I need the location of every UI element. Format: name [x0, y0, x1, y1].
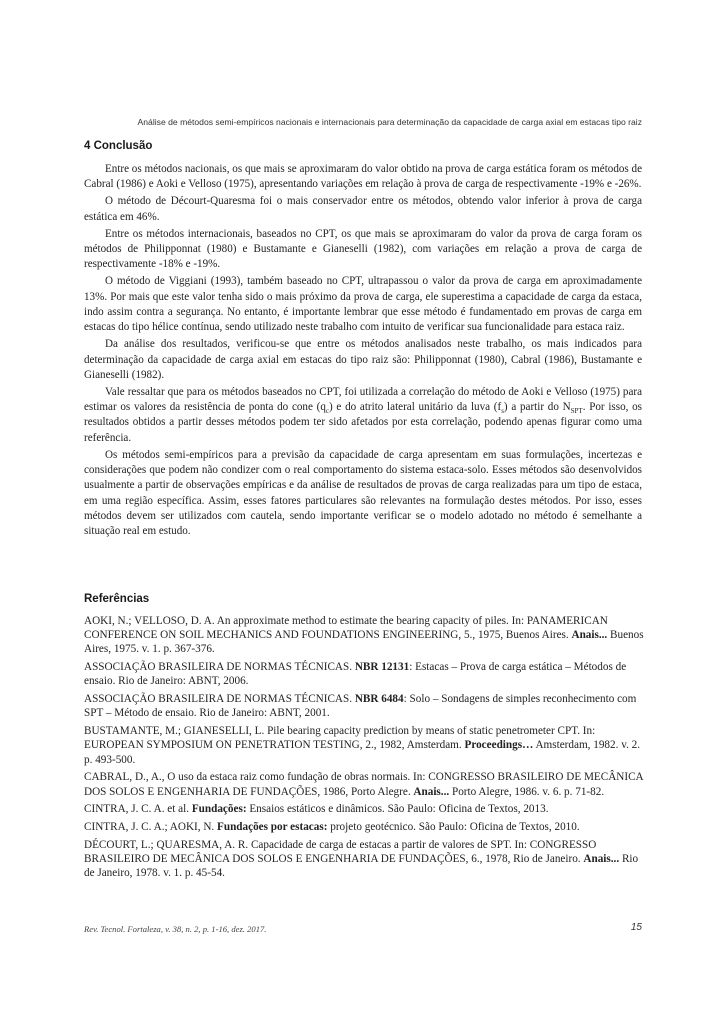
text-run: Vale ressaltar que para os métodos baseados no CPT, foi utilizada a correlação do método de Aoki e Velloso (1975) para estimar os valores da resistência de ponta do cone (q	[84, 385, 642, 414]
reference-bold: Proceedings…	[464, 739, 534, 752]
reference-text: Rio de Janeiro, 1978. v. 1. p. 45-54.	[84, 853, 639, 880]
subscript-qc: c	[325, 407, 329, 416]
paragraph: Entre os métodos internacionais, baseados no CPT, os que mais se aproximaram do valor da prova de carga foram os métodos de Philipponnat (1980) e Bustamante e Gianeselli (1982), com variações em relação a prova de carga de respectivamente -18% e -19%.	[84, 227, 642, 271]
reference-item	[84, 820, 644, 834]
paragraph: Entre os métodos nacionais, os que mais se aproximaram do valor obtido na prova de carga estática foram os métodos de Cabral (1986) e Aoki e Velloso (1975), apresentando variações em relação à prova de carga de respectivamente -19% e -26%.	[84, 163, 642, 191]
text-run: . Por isso, os resultados obtidos a partir desses métodos podem ter sido afetados por esta correlação, podendo apenas figurar como uma referência.	[84, 401, 642, 444]
paragraph: Os métodos semi-empíricos para a previsão da capacidade de carga apresentam em suas formulações, incertezas e considerações que podem não condizer com o real comportamento do sistema estaca-solo. Esses métodos são desenvolvidos usualmente a partir de observações empíricas e da análise de resultados de provas de carga realizadas para um tipo de estaca, em uma região específica. Assim, esses fatores particulares são relevantes na formulação destes métodos. Por isso, esses métodos devem ser utilizados com cautela, sendo importante verificar se o modelo adotado no método é semelhante a situação real em estudo.	[84, 448, 642, 538]
reference-text: CINTRA, J. C. A. et al.	[84, 803, 192, 816]
paragraph: Da análise dos resultados, verificou-se que entre os métodos analisados neste trabalho, os mais indicados para determinação da capacidade de carga axial em estacas do tipo raiz são: Philipponnat (1980), Cabral (1986), Bustamante e Gianeselli (1982).	[84, 338, 642, 381]
reference-text: BUSTAMANTE, M.; GIANESELLI, L. Pile bearing capacity prediction by means of static penetrometer CPT. In: EUROPEAN SYMPOSIUM ON PENETRATION TESTING, 2., 1982, Amsterdam.	[84, 725, 596, 752]
reference-item	[84, 802, 644, 816]
reference-bold: Anais...	[583, 853, 620, 866]
reference-text: : Solo – Sondagens de simples reconhecimento com SPT – Método de ensaio. Rio de Janeiro: ABNT, 2001.	[84, 693, 637, 720]
text-run: ) e do atrito lateral unitário da luva (f	[328, 401, 502, 414]
reference-bold: NBR 12131	[354, 661, 410, 674]
reference-bold: Anais...	[413, 785, 450, 798]
page-number: 15	[630, 922, 642, 933]
reference-item	[84, 724, 644, 767]
reference-item	[84, 660, 644, 688]
paragraph: O método de Décourt-Quaresma foi o mais conservador entre os métodos, obtendo valor inferior à prova de carga estática em 46%.	[84, 195, 642, 223]
reference-item	[84, 614, 644, 657]
reference-item	[84, 692, 644, 720]
reference-text: ASSOCIAÇÃO BRASILEIRA DE NORMAS TÉCNICAS.	[84, 693, 355, 706]
reference-bold: Fundações por estacas:	[217, 821, 328, 834]
reference-text: Buenos Aires, 1975. v. 1. p. 367-376.	[84, 629, 644, 656]
conclusion-heading: 4 Conclusão	[84, 140, 153, 152]
reference-text: CINTRA, J. C. A.; AOKI, N.	[84, 821, 218, 834]
reference-text: AOKI, N.; VELLOSO, D. A. An approximate method to estimate the bearing capacity of piles. In: PANAMERICAN CONFERENCE ON SOIL MECHANICS AND FOUNDATIONS ENGINEERING, 5., 1975, Buenos Aires.	[84, 615, 608, 642]
reference-bold: NBR 6484	[354, 693, 404, 706]
paragraph: O método de Viggiani (1993), também baseado no CPT, ultrapassou o valor da prova de carga em aproximadamente 13%. Por mais que este valor tenha sido o mais próximo da prova de carga, ele superestima a capacidade de carga da estaca, indo assim contra a segurança. No entanto, é importante lembrar que esse método é fundamentado em provas de carga em estacas do tipo hélice contínua, sendo utilizado neste trabalho com intuito de verificar sua funcionalidade para estaca raiz.	[84, 275, 642, 334]
subscript-spt: SPT	[570, 407, 583, 416]
reference-item	[84, 770, 644, 798]
reference-text: projeto geotécnico. São Paulo: Oficina de Textos, 2010.	[327, 821, 580, 834]
paragraph	[84, 385, 642, 446]
text-run: ) a partir do N	[503, 401, 571, 414]
reference-text: ASSOCIAÇÃO BRASILEIRA DE NORMAS TÉCNICAS.	[84, 661, 355, 674]
reference-text: Ensaios estáticos e dinâmicos. São Paulo: Oficina de Textos, 2013.	[246, 803, 549, 816]
running-header: Análise de métodos semi-empíricos nacionais e internacionais para determinação da capacidade de carga axial em estacas tipo raiz	[137, 117, 642, 127]
reference-bold: Fundações:	[191, 803, 247, 816]
reference-item	[84, 838, 644, 881]
reference-text: DÉCOURT, L.; QUARESMA, A. R. Capacidade de carga de estacas a partir de valores de SPT. In: CONGRESSO BRASILEIRO DE MECÂNICA DOS SOLOS E ENGENHARIA DE FUNDAÇÕES, 6., 1978, Rio de Janeiro.	[84, 839, 597, 866]
conclusion-body	[84, 162, 642, 541]
reference-text: : Estacas – Prova de carga estática – Métodos de ensaio. Rio de Janeiro: ABNT, 2006.	[84, 661, 627, 688]
subscript-fs: s	[501, 407, 504, 416]
reference-text: Porto Alegre, 1986. v. 6. p. 71-82.	[449, 785, 605, 798]
reference-text: Amsterdam, 1982. v. 2. p. 493-500.	[84, 739, 641, 766]
reference-list	[84, 614, 644, 884]
reference-bold: Anais...	[571, 629, 608, 642]
journal-citation: Rev. Tecnol. Fortaleza, v. 38, n. 2, p. 1-16, dez. 2017.	[84, 924, 267, 934]
reference-text: CABRAL, D., A., O uso da estaca raiz como fundação de obras normais. In: CONGRESSO BRASILEIRO DE MECÂNICA DOS SOLOS E ENGENHARIA DE FUNDAÇÕES, 1986, Porto Alegre.	[84, 771, 643, 798]
references-heading: Referências	[84, 593, 150, 605]
